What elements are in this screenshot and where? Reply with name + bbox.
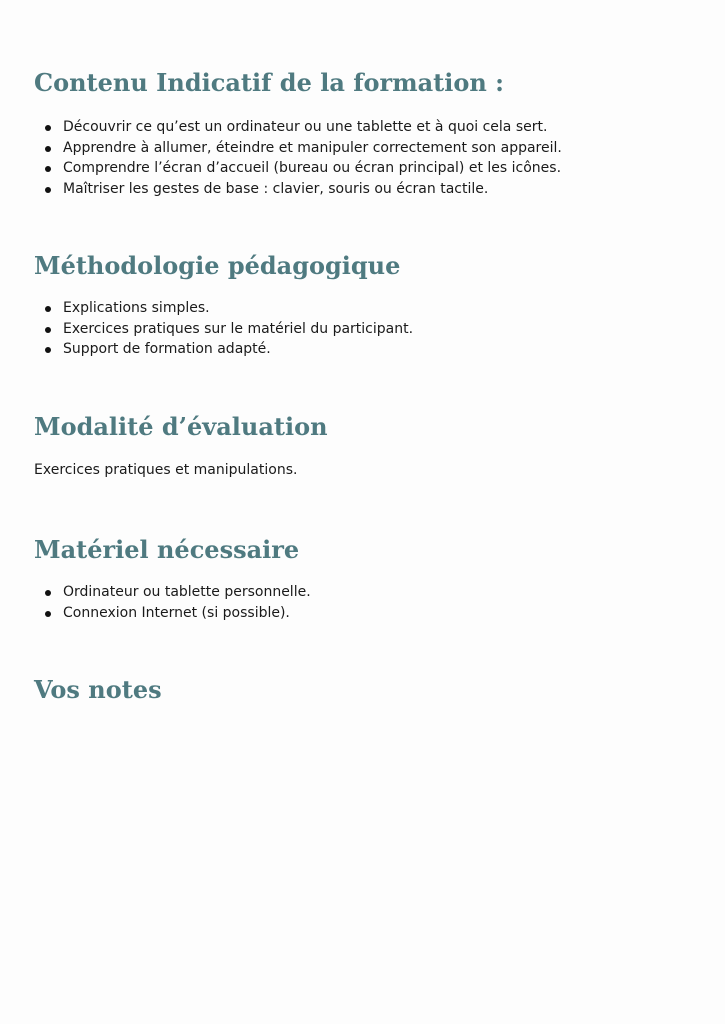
list-item xyxy=(34,603,311,624)
section-title-evaluation: Modalité d’évaluation xyxy=(34,412,328,441)
section-title-contenu: Contenu Indicatif de la formation : xyxy=(34,68,505,97)
bullet-icon xyxy=(45,187,51,193)
section-title-materiel: Matériel nécessaire xyxy=(34,535,300,564)
bullet-icon xyxy=(45,306,51,312)
list-item xyxy=(34,138,562,159)
list-item xyxy=(34,339,413,360)
list-item-text: Ordinateur ou tablette personnelle. xyxy=(63,584,311,600)
list-item xyxy=(34,298,413,319)
bullet-icon xyxy=(45,146,51,152)
bullet-icon xyxy=(45,125,51,131)
bullet-icon xyxy=(45,327,51,333)
list-item-text: Explications simples. xyxy=(63,300,210,316)
list-item xyxy=(34,117,562,138)
list-item xyxy=(34,158,562,179)
methodologie-list xyxy=(34,298,413,360)
bullet-icon xyxy=(45,166,51,172)
section-title-methodologie: Méthodologie pédagogique xyxy=(34,251,401,280)
bullet-icon xyxy=(45,611,51,617)
list-item-text: Découvrir ce qu’est un ordinateur ou une tablette et à quoi cela sert. xyxy=(63,119,548,135)
list-item-text: Maîtriser les gestes de base : clavier, souris ou écran tactile. xyxy=(63,180,489,197)
list-item xyxy=(34,319,413,340)
bullet-icon xyxy=(45,347,51,353)
list-item-text: Connexion Internet (si possible). xyxy=(63,604,290,621)
list-item-text: Exercices pratiques sur le matériel du participant. xyxy=(63,320,414,337)
evaluation-text: Exercices pratiques et manipulations. xyxy=(34,462,298,478)
list-item-text: Comprendre l’écran d’accueil (bureau ou écran principal) et les icônes. xyxy=(63,160,562,176)
list-item xyxy=(34,179,562,200)
materiel-list xyxy=(34,582,311,623)
list-item xyxy=(34,582,311,603)
list-item-text: Apprendre à allumer, éteindre et manipuler correctement son appareil. xyxy=(63,139,562,156)
bullet-icon xyxy=(45,590,51,596)
section-title-notes: Vos notes xyxy=(34,675,162,704)
list-item-text: Support de formation adapté. xyxy=(63,341,271,357)
contenu-list xyxy=(34,117,562,199)
